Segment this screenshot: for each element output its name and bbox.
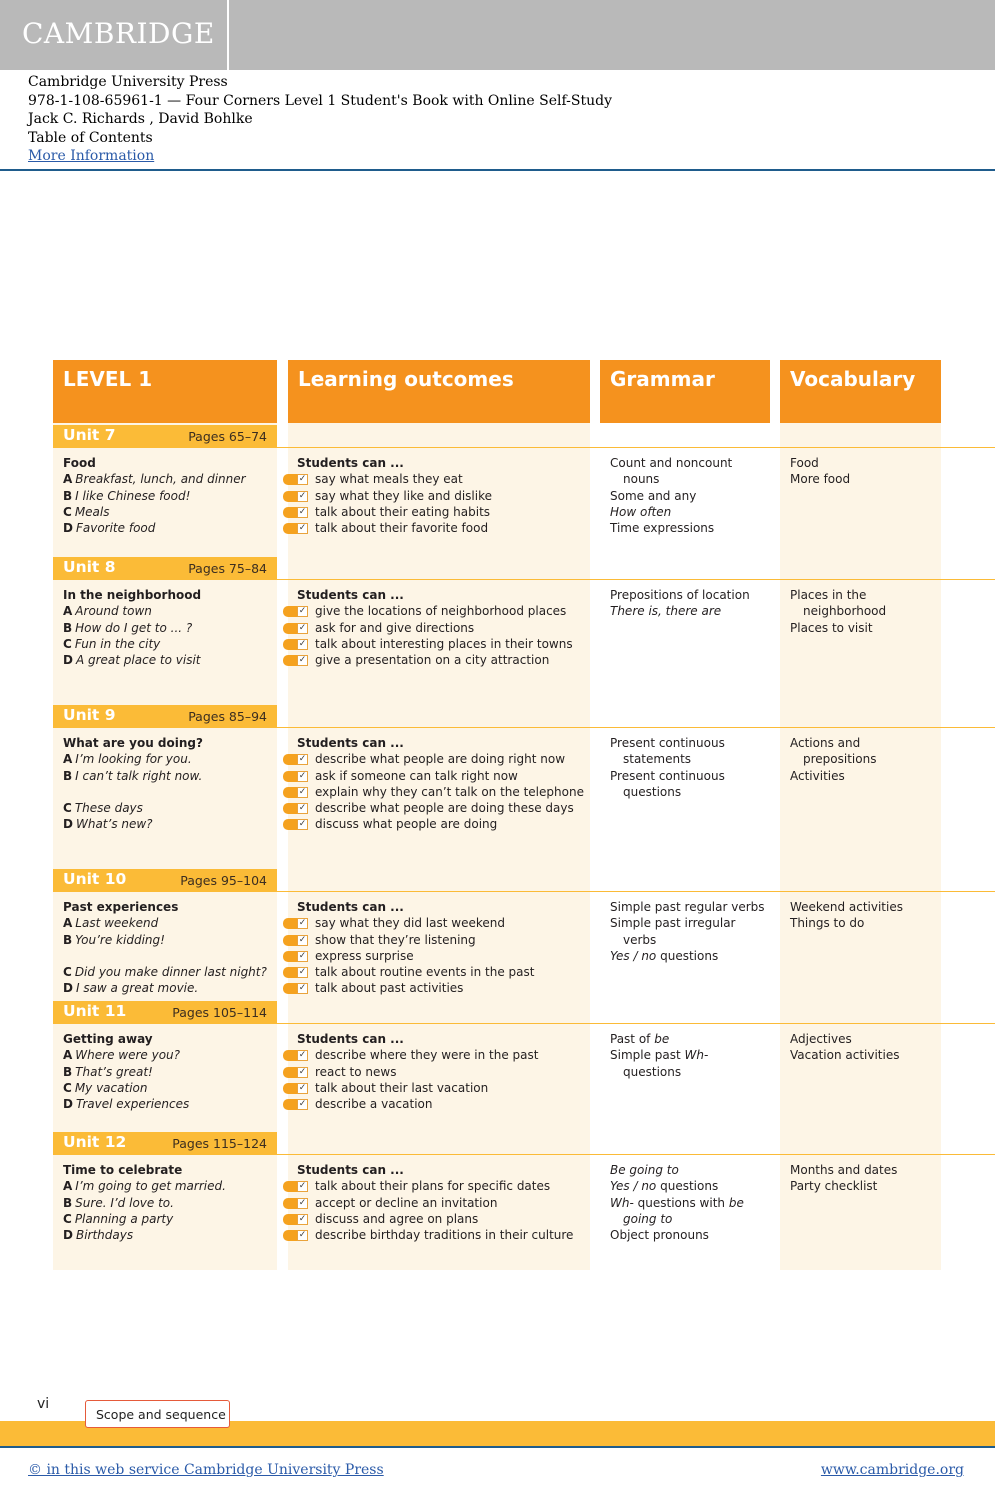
level-header: LEVEL 1 [53, 360, 277, 423]
lesson-item: A Last weekend [63, 916, 159, 931]
outcomes-header: Learning outcomes [288, 360, 590, 423]
checkbox-icon: ✓ [283, 951, 309, 962]
lesson-item: D Travel experiences [63, 1097, 190, 1112]
unit-number: Unit 11 [63, 1002, 127, 1020]
checkbox-icon: ✓ [283, 623, 309, 634]
lesson-item: D Birthdays [63, 1228, 134, 1243]
checkbox-icon: ✓ [283, 507, 309, 518]
unit-pages: Pages 75–84 [188, 561, 267, 576]
lesson-item: A I’m going to get married. [63, 1179, 226, 1194]
unit-pages: Pages 105–114 [172, 1005, 267, 1020]
cambridge-logo[interactable] [0, 0, 229, 70]
outcome-item: ✓ talk about their favorite food [297, 520, 492, 536]
lesson-item: B Sure. I’d love to. [63, 1195, 174, 1210]
section-name: Table of Contents [28, 129, 153, 146]
unit-lessons [63, 899, 267, 996]
lesson-item: A I’m looking for you. [63, 752, 192, 767]
outcome-item: ✓ ask for and give directions [297, 620, 573, 636]
unit-outcomes [297, 1162, 573, 1243]
outcome-item: ✓ say what meals they eat [297, 471, 492, 487]
unit-divider [277, 447, 995, 448]
checkbox-icon: ✓ [283, 1067, 309, 1078]
unit-bar [53, 705, 277, 728]
outcome-item: ✓ talk about their plans for specific dates [297, 1178, 573, 1194]
unit-number: Unit 8 [63, 558, 116, 576]
unit-bar [53, 425, 277, 448]
checkbox-icon: ✓ [283, 491, 309, 502]
vocabulary-header: Vocabulary [780, 360, 941, 423]
outcome-item: ✓ talk about their eating habits [297, 504, 492, 520]
document-metadata [28, 73, 612, 166]
outcome-item: ✓ ask if someone can talk right now [297, 768, 584, 784]
unit-lessons [63, 1031, 189, 1112]
unit-lessons [63, 1162, 226, 1243]
checkbox-icon: ✓ [283, 523, 309, 534]
logo-text: CAMBRIDGE [22, 17, 215, 50]
checkbox-icon: ✓ [283, 771, 309, 782]
more-information-link[interactable]: More Information [28, 148, 155, 164]
unit-divider [277, 579, 995, 580]
unit-number: Unit 10 [63, 870, 127, 888]
unit-vocabulary: Places in the neighborhood Places to visit [790, 588, 887, 635]
students-can-label: Students can ... [297, 736, 404, 750]
unit-bar [53, 1132, 277, 1155]
unit-title: Getting away [63, 1032, 153, 1046]
outcome-item: ✓ talk about their last vacation [297, 1080, 538, 1096]
website-link[interactable]: www.cambridge.org [820, 1462, 964, 1478]
unit-divider [277, 1023, 995, 1024]
unit-vocabulary: Adjectives Vacation activities [790, 1032, 900, 1063]
checkbox-icon: ✓ [283, 1198, 309, 1209]
unit-divider [277, 891, 995, 892]
checkbox-icon: ✓ [283, 983, 309, 994]
students-can-label: Students can ... [297, 900, 404, 914]
outcome-item: ✓ describe where they were in the past [297, 1047, 538, 1063]
unit-vocabulary: Food More food [790, 456, 851, 487]
unit-outcomes [297, 899, 535, 997]
unit-title: In the neighborhood [63, 588, 202, 602]
unit-outcomes [297, 1031, 538, 1112]
unit-outcomes [297, 455, 492, 536]
lesson-item: A Breakfast, lunch, and dinner [63, 472, 246, 487]
unit-bar [53, 869, 277, 892]
header-divider [0, 169, 995, 171]
outcome-item: ✓ give the locations of neighborhood places [297, 603, 573, 619]
scope-and-sequence-tab[interactable]: Scope and sequence [85, 1400, 230, 1428]
lesson-item: A Around town [63, 604, 152, 619]
unit-number: Unit 12 [63, 1133, 127, 1151]
unit-number: Unit 9 [63, 706, 116, 724]
unit-vocabulary: Actions and prepositions Activities [790, 736, 877, 783]
lesson-item: C Did you make dinner last night? [63, 964, 267, 979]
page-number: vi [37, 1396, 50, 1412]
unit-grammar: Simple past regular verbs Simple past irregular verbs Yes / no questions [610, 900, 765, 963]
outcome-item: ✓ explain why they can’t talk on the telephone [297, 784, 584, 800]
checkbox-icon: ✓ [283, 474, 309, 485]
lesson-item: D A great place to visit [63, 653, 201, 668]
outcome-item: ✓ describe a vacation [297, 1096, 538, 1112]
lesson-item: A Where were you? [63, 1048, 181, 1063]
outcome-item: ✓ describe birthday traditions in their culture [297, 1227, 573, 1243]
checkbox-icon: ✓ [283, 1050, 309, 1061]
lesson-item: C Meals [63, 504, 110, 519]
unit-pages: Pages 65–74 [188, 429, 267, 444]
lesson-item: B That’s great! [63, 1064, 153, 1079]
unit-title: What are you doing? [63, 736, 203, 750]
unit-number: Unit 7 [63, 426, 116, 444]
unit-grammar: Count and noncount nouns Some and any How often Time expressions [610, 456, 733, 536]
lesson-item: D I saw a great movie. [63, 981, 199, 996]
unit-bar [53, 557, 277, 580]
grammar-header: Grammar [600, 360, 770, 423]
lesson-item: C My vacation [63, 1080, 148, 1095]
checkbox-icon: ✓ [283, 1230, 309, 1241]
unit-grammar: Prepositions of location There is, there are [610, 588, 750, 619]
outcome-item: ✓ react to news [297, 1064, 538, 1080]
checkbox-icon: ✓ [283, 918, 309, 929]
outcome-item: ✓ express surprise [297, 948, 535, 964]
checkbox-icon: ✓ [283, 803, 309, 814]
lesson-item: D What’s new? [63, 817, 153, 832]
outcome-item: ✓ talk about interesting places in their towns [297, 636, 573, 652]
publisher: Cambridge University Press [28, 74, 228, 90]
checkbox-icon: ✓ [283, 655, 309, 666]
unit-pages: Pages 85–94 [188, 709, 267, 724]
outcome-item: ✓ say what they like and dislike [297, 488, 492, 504]
unit-outcomes [297, 735, 584, 833]
footer-divider [0, 1446, 995, 1448]
checkbox-icon: ✓ [283, 754, 309, 765]
checkbox-icon: ✓ [283, 787, 309, 798]
vocabulary-column [780, 360, 941, 1270]
outcome-item: ✓ discuss what people are doing [297, 816, 584, 832]
unit-grammar: Present continuous statements Present continuous questions [610, 736, 725, 799]
authors: Jack C. Richards , David Bohlke [28, 111, 253, 127]
unit-lessons [63, 735, 203, 832]
outcome-item: ✓ describe what people are doing right now [297, 751, 584, 767]
checkbox-icon: ✓ [283, 819, 309, 830]
lesson-item: C Fun in the city [63, 636, 161, 651]
lesson-item: B How do I get to ... ? [63, 620, 193, 635]
outcome-item: ✓ accept or decline an invitation [297, 1195, 573, 1211]
unit-lessons [63, 587, 201, 668]
unit-vocabulary: Weekend activities Things to do [790, 900, 903, 931]
unit-pages: Pages 95–104 [180, 873, 267, 888]
unit-grammar: Past of be Simple past Wh- questions [610, 1032, 709, 1079]
unit-bar [53, 1001, 277, 1024]
checkbox-icon: ✓ [283, 1214, 309, 1225]
checkbox-icon: ✓ [283, 1083, 309, 1094]
unit-pages: Pages 115–124 [172, 1136, 267, 1151]
outcome-item: ✓ discuss and agree on plans [297, 1211, 573, 1227]
students-can-label: Students can ... [297, 456, 404, 470]
students-can-label: Students can ... [297, 1163, 404, 1177]
unit-grammar: Be going to Yes / no questions Wh- questions with be going to Object pronouns [610, 1163, 744, 1243]
outcome-item: ✓ describe what people are doing these days [297, 800, 584, 816]
checkbox-icon: ✓ [283, 606, 309, 617]
unit-divider [277, 1154, 995, 1155]
students-can-label: Students can ... [297, 1032, 404, 1046]
lesson-item: C Planning a party [63, 1211, 174, 1226]
students-can-label: Students can ... [297, 588, 404, 602]
outcome-item: ✓ talk about past activities [297, 980, 535, 996]
checkbox-icon: ✓ [283, 1099, 309, 1110]
lesson-item: B I can’t talk right now. [63, 768, 203, 783]
unit-outcomes [297, 587, 573, 668]
lesson-item: D Favorite food [63, 521, 156, 536]
outcome-item: ✓ show that they’re listening [297, 932, 535, 948]
unit-title: Food [63, 456, 96, 470]
unit-title: Past experiences [63, 900, 179, 914]
unit-vocabulary: Months and dates Party checklist [790, 1163, 898, 1194]
checkbox-icon: ✓ [283, 967, 309, 978]
lesson-item: C These days [63, 800, 143, 815]
unit-lessons [63, 455, 246, 536]
outcome-item: ✓ give a presentation on a city attraction [297, 652, 573, 668]
outcome-item: ✓ say what they did last weekend [297, 915, 535, 931]
isbn-title: 978-1-108-65961-1 — Four Corners Level 1 Student's Book with Online Self-Study [28, 92, 612, 109]
outcome-item: ✓ talk about routine events in the past [297, 964, 535, 980]
lesson-item: B You’re kidding! [63, 932, 165, 947]
unit-title: Time to celebrate [63, 1163, 183, 1177]
unit-divider [277, 727, 995, 728]
checkbox-icon: ✓ [283, 1181, 309, 1192]
header-banner [0, 0, 995, 70]
copyright-link[interactable]: © in this web service Cambridge University Press [28, 1462, 384, 1478]
lesson-item: B I like Chinese food! [63, 488, 191, 503]
checkbox-icon: ✓ [283, 639, 309, 650]
checkbox-icon: ✓ [283, 935, 309, 946]
